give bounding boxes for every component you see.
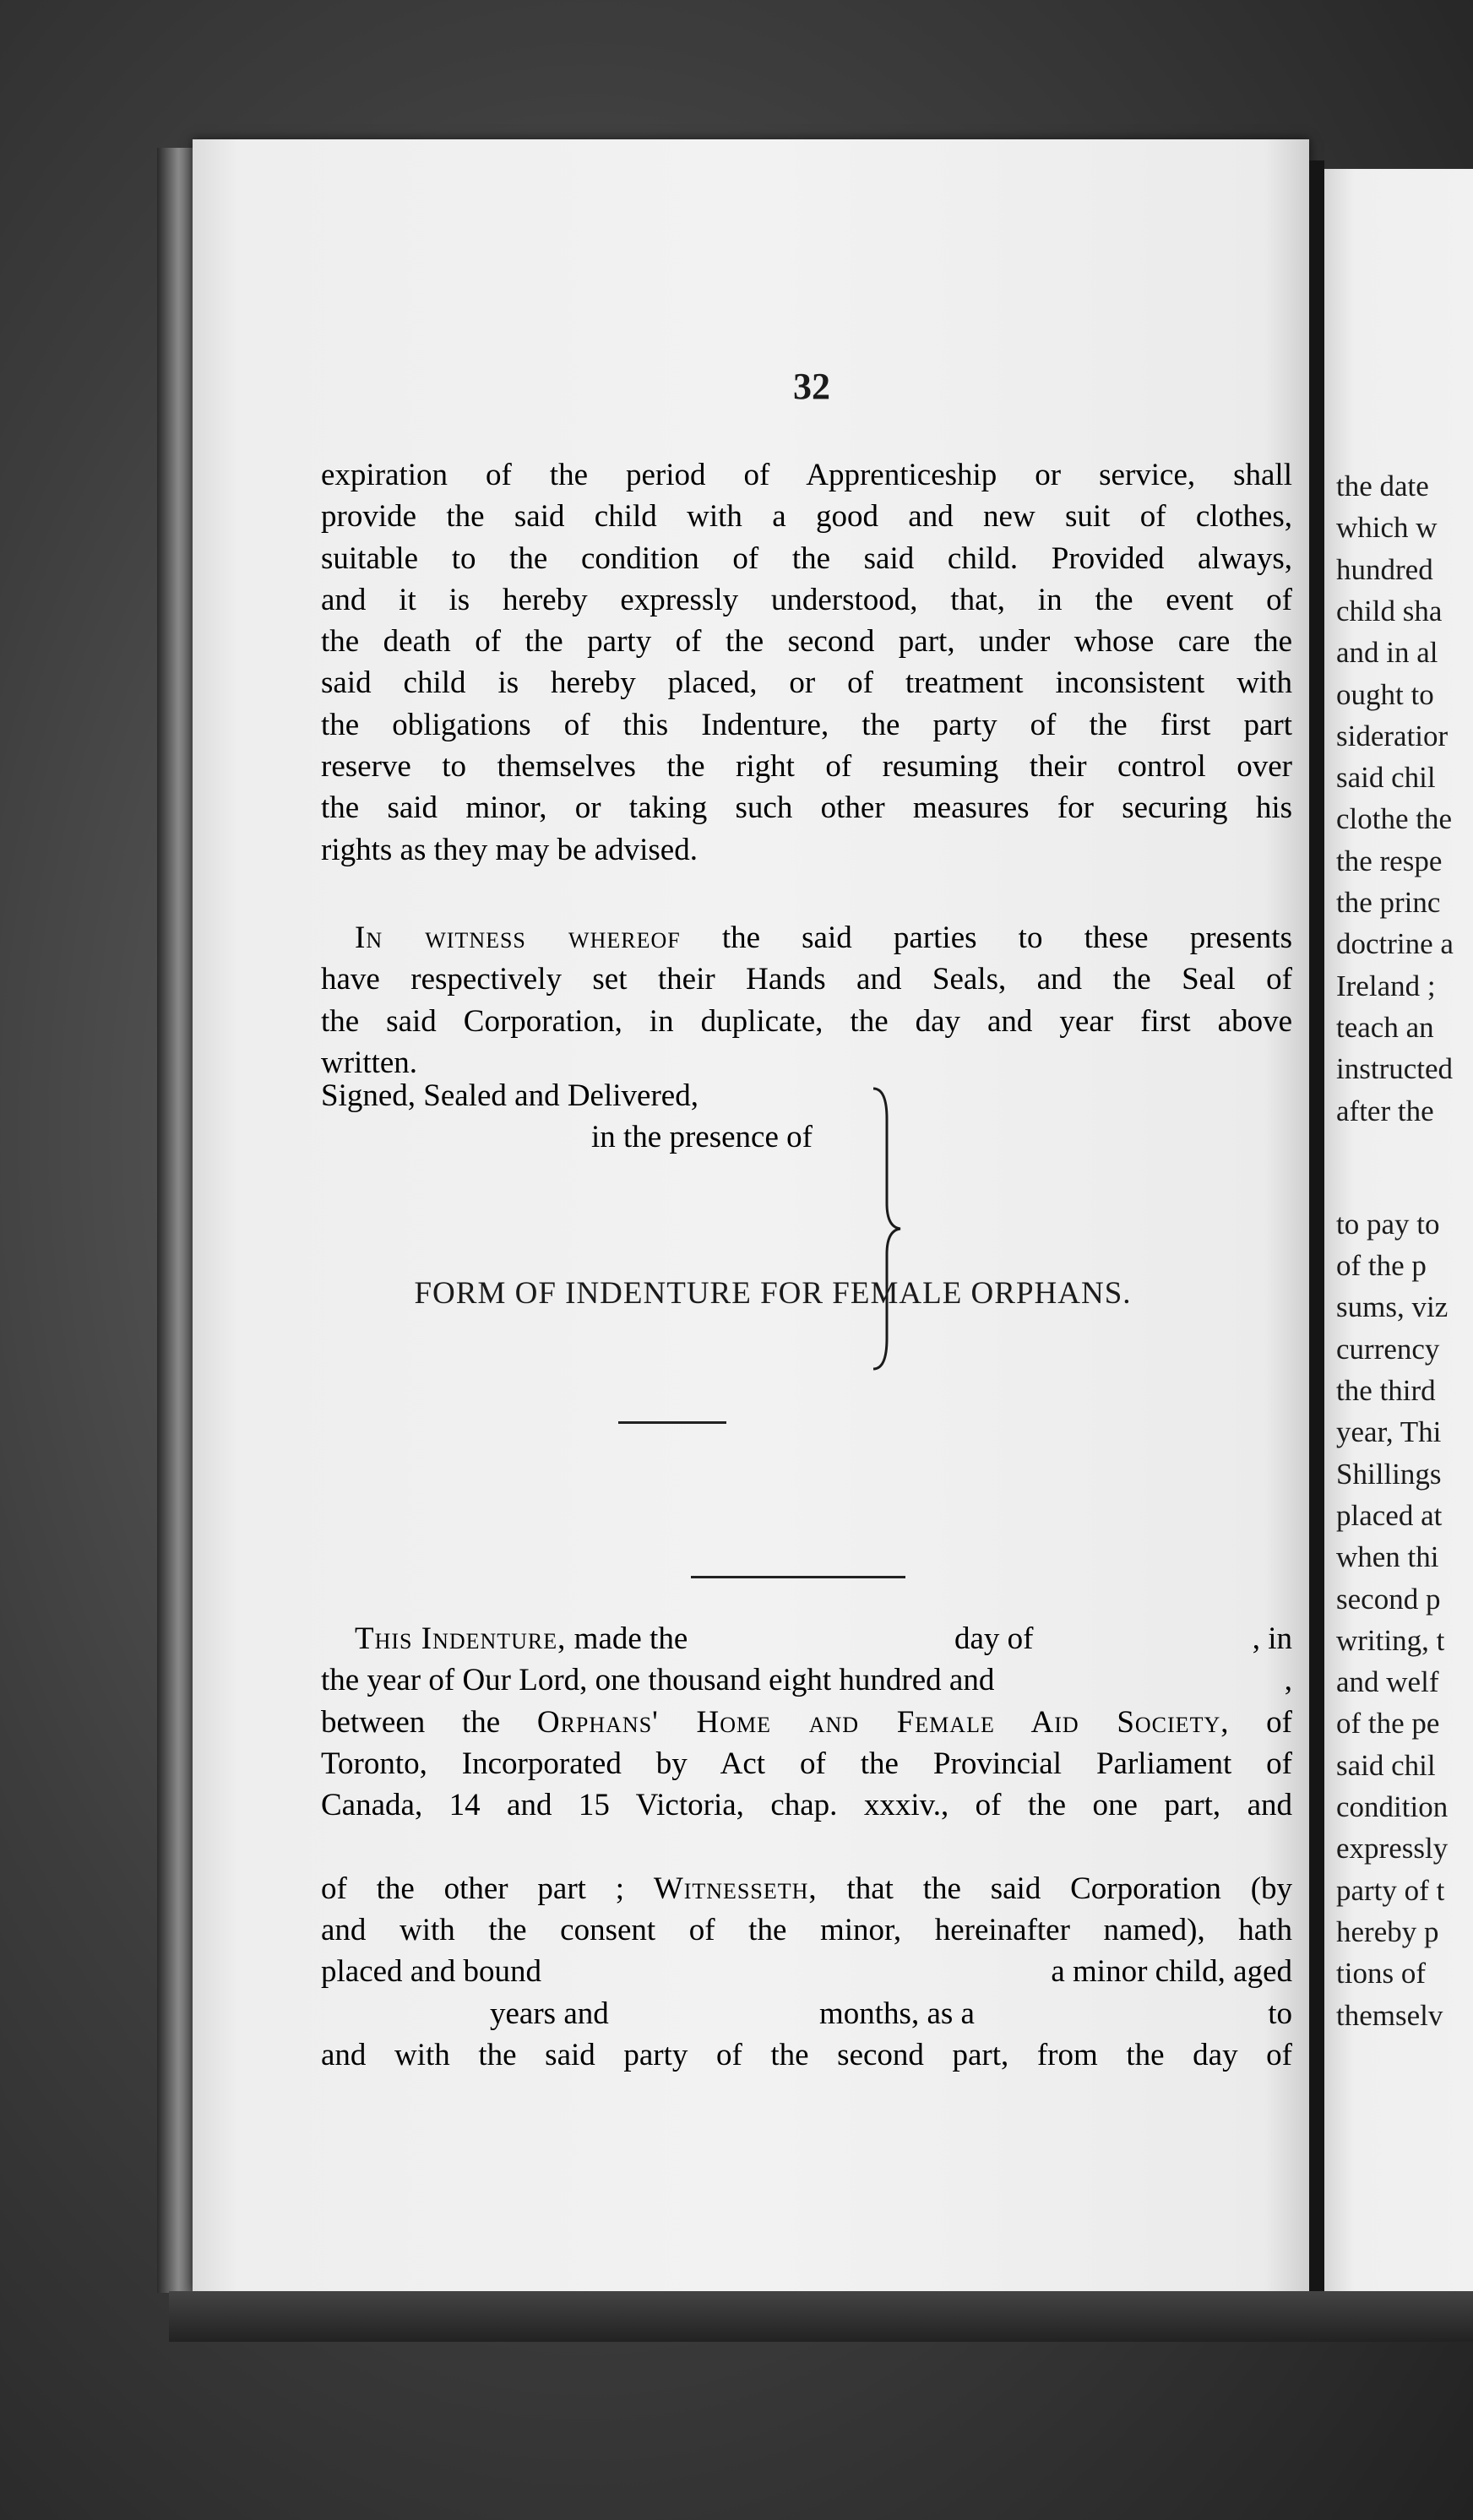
witnesseth: Witnesseth, bbox=[653, 1871, 818, 1906]
paragraph-indenture bbox=[321, 1618, 1292, 2076]
witness-line-4: written. bbox=[321, 1045, 418, 1080]
indenture-line-6 bbox=[321, 1868, 1292, 1909]
book-gutter bbox=[1309, 160, 1324, 2322]
indenture-line1-start bbox=[321, 1621, 688, 1656]
paragraph-witness bbox=[321, 917, 1292, 1083]
indenture-of: of bbox=[1266, 1704, 1292, 1740]
apprenticeship-line: provide the said child with a good and new suit of clothes, bbox=[321, 499, 1292, 535]
right-page-line: the respe bbox=[1336, 844, 1443, 877]
indenture-line-7: and with the consent of the minor, hereinafter named), hath bbox=[321, 1913, 1292, 1948]
indenture-line-5: Canada, 14 and 15 Victoria, chap. xxxiv., of the one part, and bbox=[321, 1788, 1292, 1823]
indenture-year-text: the year of Our Lord, one thousand eight hundred and bbox=[321, 1663, 995, 1698]
divider-rule-top bbox=[618, 1421, 726, 1424]
right-page-line: to pay to bbox=[1336, 1207, 1440, 1241]
right-page-line: hundred bbox=[1336, 552, 1433, 586]
right-page-line: sideratior bbox=[1336, 719, 1449, 752]
right-page-line: the date bbox=[1336, 470, 1429, 502]
indenture-line-10: and with the said party of the second part, from the day of bbox=[321, 2037, 1292, 2072]
witness-lead: In witness whereof bbox=[355, 921, 681, 955]
indenture-made-the: made the bbox=[566, 1621, 688, 1656]
right-page-line: condition bbox=[1336, 1790, 1449, 1823]
apprenticeship-line: rights as they may be advised. bbox=[321, 832, 698, 867]
indenture-line-2 bbox=[321, 1659, 1292, 1701]
apprenticeship-line: expiration of the period of Apprenticeship or service, shall bbox=[321, 458, 1292, 492]
right-page-line: and in al bbox=[1336, 636, 1438, 670]
right-page-line: sums, viz bbox=[1336, 1290, 1449, 1324]
apprenticeship-line: the obligations of this Indenture, the party of the first part bbox=[321, 707, 1292, 742]
right-page-line: ought to bbox=[1336, 677, 1434, 711]
right-page-line: of the p bbox=[1336, 1249, 1427, 1283]
right-page-line: of the pe bbox=[1336, 1707, 1440, 1741]
signed-sealed-delivered: Signed, Sealed and Delivered, bbox=[321, 1078, 698, 1113]
indenture-placed-bound: placed and bound bbox=[321, 1954, 541, 1990]
apprenticeship-line: suitable to the condition of the said child. Provided always, bbox=[321, 540, 1292, 576]
in-presence-of: in the presence of bbox=[591, 1120, 813, 1154]
apprenticeship-line: the said minor, or taking such other measures for securing his bbox=[321, 790, 1292, 826]
right-page-line: instructed bbox=[1336, 1052, 1454, 1086]
right-page-line: clothe the bbox=[1336, 802, 1453, 836]
right-page-line: the third bbox=[1336, 1374, 1436, 1407]
right-page-line: expressly bbox=[1336, 1832, 1449, 1866]
indenture-line-1 bbox=[321, 1618, 1292, 1659]
right-page-line: party of t bbox=[1336, 1873, 1445, 1907]
divider-rule-bottom bbox=[691, 1576, 905, 1578]
section-heading: FORM OF INDENTURE FOR FEMALE ORPHANS. bbox=[414, 1276, 1132, 1311]
right-page-line: after the bbox=[1336, 1094, 1434, 1127]
witness-line-1 bbox=[321, 917, 1292, 959]
right-page-line: writing, t bbox=[1336, 1623, 1445, 1657]
indenture-between: between the bbox=[321, 1704, 501, 1740]
indenture-minor-child: a minor child, aged bbox=[1051, 1954, 1292, 1990]
indenture-line-9 bbox=[321, 1993, 1292, 2034]
right-page-line: which w bbox=[1336, 511, 1438, 545]
curly-brace bbox=[870, 1085, 904, 1372]
society-name: Orphans' Home and Female Aid Society, bbox=[536, 1704, 1230, 1740]
right-page-line: placed at bbox=[1336, 1498, 1443, 1532]
indenture-to: to bbox=[1268, 1996, 1292, 2031]
indenture-months-as: months, as a bbox=[819, 1996, 975, 2031]
right-page-line: when thi bbox=[1336, 1540, 1439, 1574]
indenture-other-part: of the other part ; bbox=[321, 1871, 625, 1906]
indenture-years-and: years and bbox=[490, 1996, 609, 2031]
indenture-line-4: Toronto, Incorporated by Act of the Provincial Parliament of bbox=[321, 1746, 1292, 1781]
apprenticeship-line: said child is hereby placed, or of treatment inconsistent with bbox=[321, 665, 1292, 701]
indenture-in: , in bbox=[1252, 1621, 1292, 1656]
apprenticeship-line: reserve to themselves the right of resuming their control over bbox=[321, 749, 1292, 785]
bottom-shadow bbox=[169, 2291, 1473, 2342]
witness-line-3: the said Corporation, in duplicate, the day and year first above bbox=[321, 1003, 1292, 1039]
right-page-line: themselv bbox=[1336, 1998, 1443, 2032]
indenture-comma: , bbox=[1284, 1663, 1292, 1698]
indenture-lead: This Indenture, bbox=[355, 1621, 567, 1656]
right-page-line: year, Thi bbox=[1336, 1415, 1442, 1449]
indenture-line-8 bbox=[321, 1951, 1292, 1992]
right-page-line: said chil bbox=[1336, 761, 1436, 795]
right-page-line: hereby p bbox=[1336, 1914, 1439, 1948]
witness-line-2: have respectively set their Hands and Seals, and the Seal of bbox=[321, 962, 1292, 997]
apprenticeship-line: and it is hereby expressly understood, that, in the event of bbox=[321, 582, 1292, 617]
right-page-line: Shillings bbox=[1336, 1457, 1442, 1491]
page-number: 32 bbox=[793, 366, 830, 407]
paragraph-apprenticeship bbox=[321, 454, 1292, 871]
right-page-line: teach an bbox=[1336, 1010, 1434, 1044]
apprenticeship-line: the death of the party of the second part, under whose care the bbox=[321, 624, 1292, 660]
right-page-line: second p bbox=[1336, 1582, 1441, 1616]
witness-line1-rest: the said parties to these presents bbox=[680, 921, 1292, 955]
indenture-corporation: that the said Corporation (by bbox=[846, 1871, 1292, 1906]
right-page-line: Ireland ; bbox=[1336, 969, 1436, 1002]
right-page-line: child sha bbox=[1336, 594, 1443, 627]
indenture-day-of: day of bbox=[954, 1621, 1034, 1656]
book-spine-edge bbox=[157, 148, 193, 2293]
right-page-line: said chil bbox=[1336, 1748, 1436, 1782]
right-page-line: tions of bbox=[1336, 1957, 1426, 1990]
right-page-line: and welf bbox=[1336, 1665, 1439, 1699]
right-page-line: the princ bbox=[1336, 886, 1441, 919]
indenture-line-3 bbox=[321, 1702, 1292, 1743]
right-page-line: currency bbox=[1336, 1332, 1440, 1366]
indenture-blank-line bbox=[321, 1826, 1292, 1867]
right-page-line: doctrine a bbox=[1336, 927, 1454, 961]
